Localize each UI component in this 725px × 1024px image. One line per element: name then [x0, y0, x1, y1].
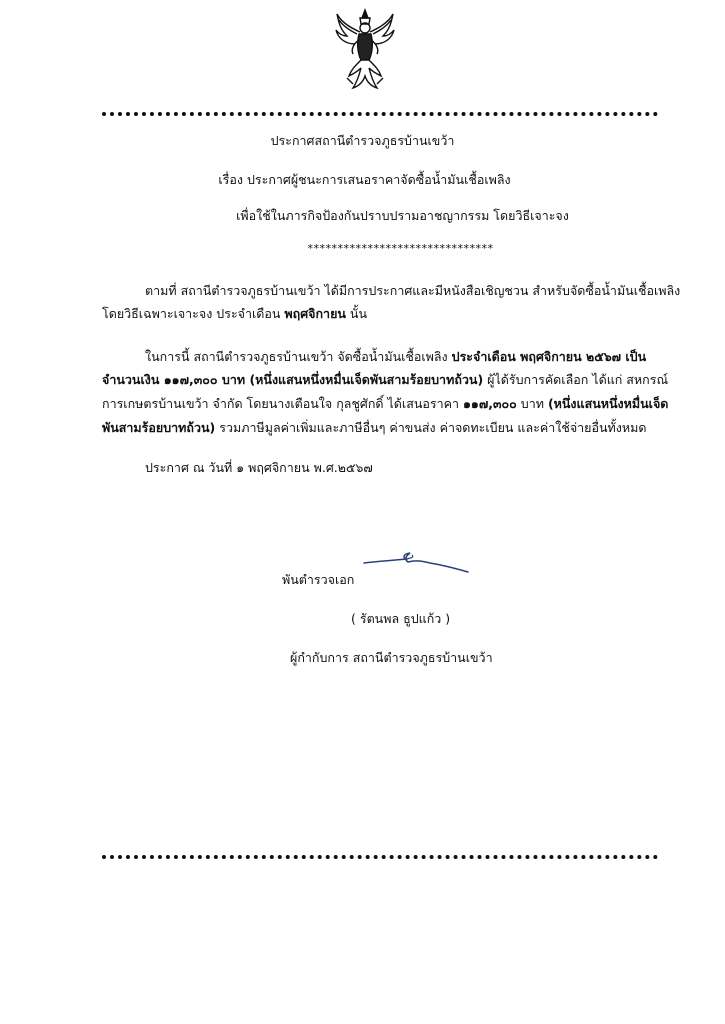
- signatory-name: ( รัตนพล ธูปแก้ว ): [351, 611, 451, 626]
- signatory-rank: พันตำรวจเอก: [282, 572, 355, 587]
- announcement-agency: ประกาศสถานีตำรวจภูธรบ้านเขว้า: [270, 133, 455, 148]
- handwritten-signature: [362, 546, 472, 574]
- announcement-subject: เรื่อง ประกาศผู้ชนะการเสนอราคาจัดซื้อน้ำมันเชื้อเพลิง: [218, 172, 511, 187]
- announcement-purpose: เพื่อใช้ในภารกิจป้องกันปราบปรามอาชญากรรม โดยวิธีเจาะจง: [236, 208, 569, 223]
- top-dotted-divider: [102, 112, 658, 116]
- signatory-position: ผู้กำกับการ สถานีตำรวจภูธรบ้านเขว้า: [290, 650, 493, 665]
- para1-line2: โดยวิธีเฉพาะเจาะจง ประจำเดือน พฤศจิกายน นั้น: [102, 306, 368, 321]
- garuda-emblem-icon: [333, 8, 397, 92]
- para2-line1: ในการนี้ สถานีตำรวจภูธรบ้านเขว้า จัดซื้อน้ำมันเชื้อเพลิง ประจำเดือน พฤศจิกายน ๒๕๖๗ เป็น: [145, 349, 647, 364]
- para1-line1: ตามที่ สถานีตำรวจภูธรบ้านเขว้า ได้มีการประกาศและมีหนังสือเชิญชวน สำหรับจัดซื้อน้ำมันเชื้อเพลิง: [145, 283, 681, 298]
- title-separator: *******************************: [307, 242, 494, 255]
- para2-line2: จำนวนเงิน ๑๑๗,๓๐๐ บาท (หนึ่งแสนหนึ่งหมื่นเจ็ดพันสามร้อยบาทถ้วน) ผู้ได้รับการคัดเลือก ได้แก่ สหกรณ์: [102, 372, 669, 387]
- bottom-dotted-divider: [102, 855, 658, 859]
- para2-line4: พันสามร้อยบาทถ้วน) รวมภาษีมูลค่าเพิ่มและภาษีอื่นๆ ค่าขนส่ง ค่าจดทะเบียน และค่าใช้จ่ายอื่นทั้งหมด: [102, 420, 647, 435]
- para2-line3: การเกษตรบ้านเขว้า จำกัด โดยนางเตือนใจ กุลชูศักดิ์ ได้เสนอราคา ๑๑๗,๓๐๐ บาท (หนึ่งแสนหนึ่งหมื่นเจ็ด: [102, 396, 669, 411]
- announcement-date: ประกาศ ณ วันที่ ๑ พฤศจิกายน พ.ศ.๒๕๖๗: [145, 460, 373, 475]
